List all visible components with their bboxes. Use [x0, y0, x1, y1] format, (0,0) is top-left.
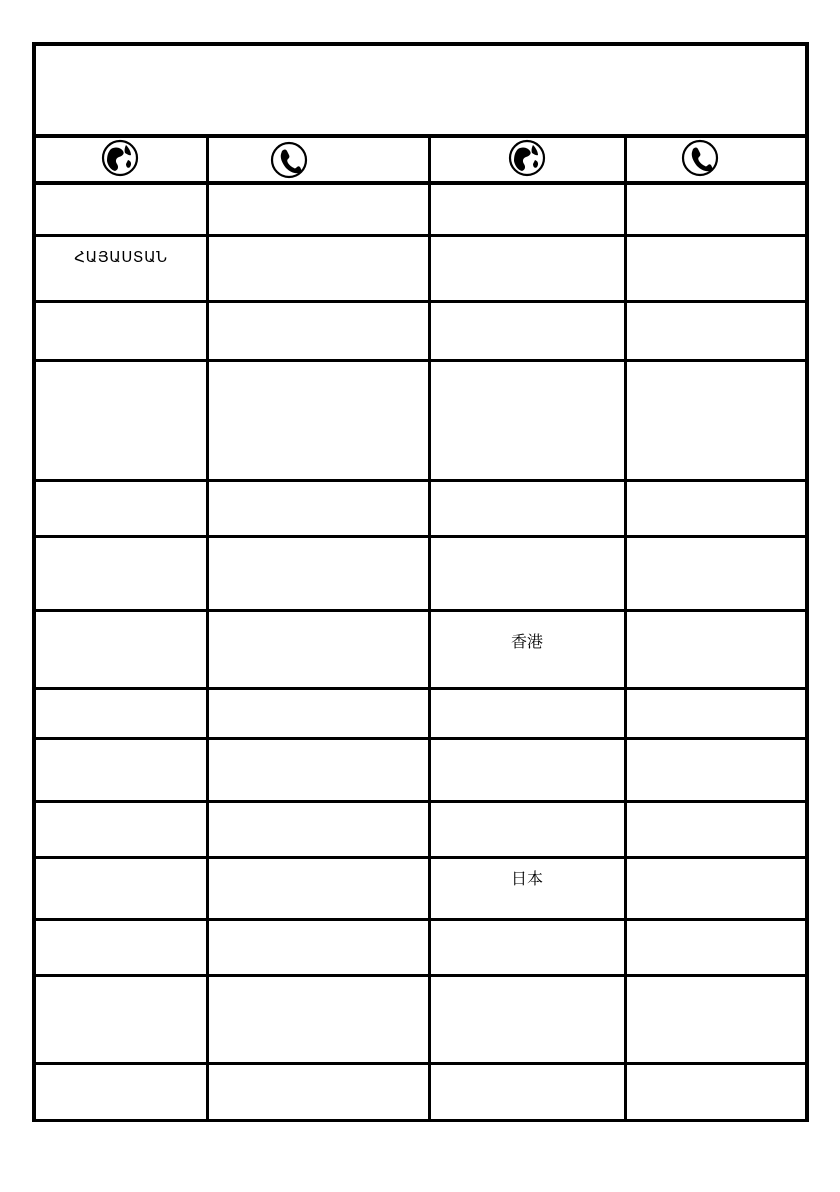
globe-icon [510, 141, 544, 175]
country-name-japan: 日本 [510, 869, 544, 888]
row-separators [32, 234, 809, 1065]
country-name-armenia: ՀԱՅԱՍՏԱՆ [74, 248, 168, 266]
country-name-hong-kong: 香港 [510, 632, 544, 651]
phone-icon [272, 143, 306, 177]
header-divider [32, 134, 809, 138]
globe-icon [103, 141, 137, 175]
icon-row-divider [32, 181, 809, 185]
phone-icon [683, 141, 717, 175]
table-bottom-border [32, 1119, 809, 1122]
table-frame [32, 42, 809, 1122]
